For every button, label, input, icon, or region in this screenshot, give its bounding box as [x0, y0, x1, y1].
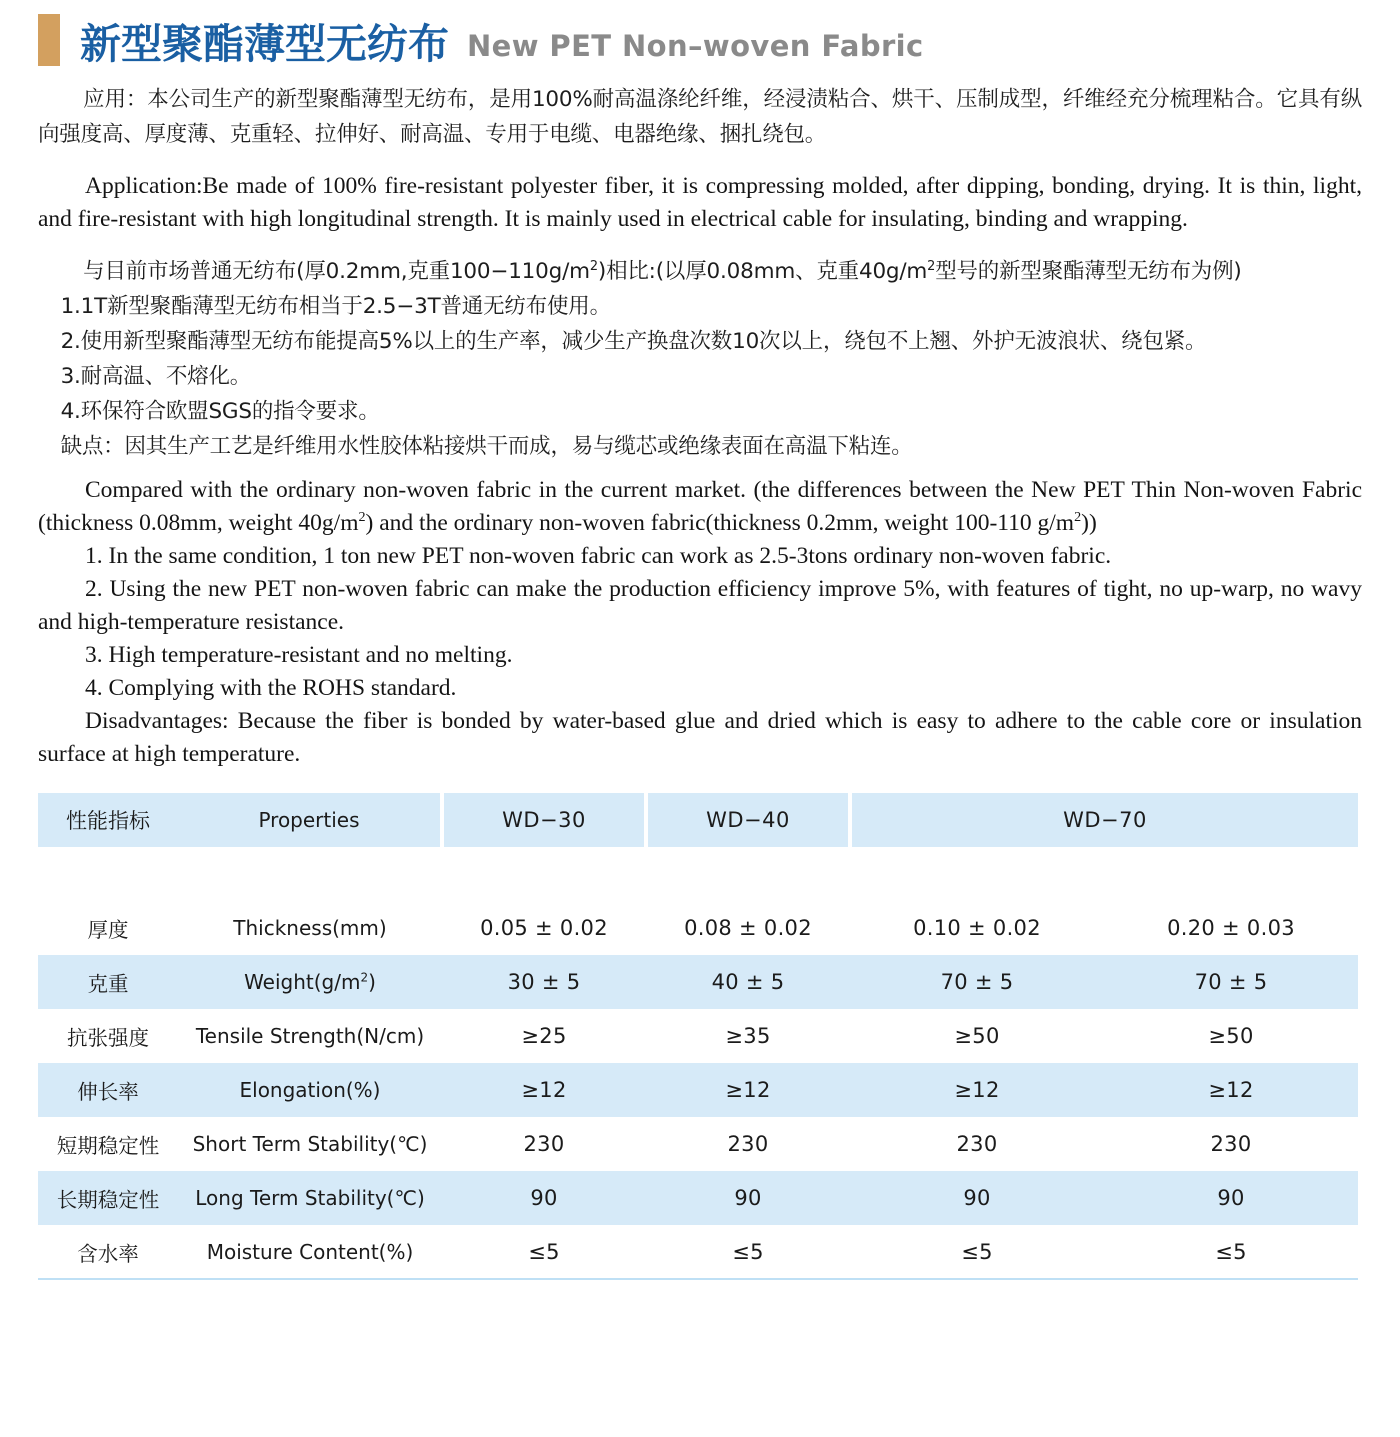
row-label-en: Moisture Content(%)	[178, 1225, 442, 1279]
weight-label-a: Weight(g/m	[244, 970, 361, 994]
row-label-cn: 伸长率	[38, 1063, 178, 1117]
row-label-en: Tensile Strength(N/cm)	[178, 1009, 442, 1063]
weight-label-b: )	[368, 970, 376, 994]
cell-value: 90	[850, 1171, 1104, 1225]
cell-value: 40 ± 5	[646, 955, 850, 1009]
row-label-cn: 含水率	[38, 1225, 178, 1279]
spec-table-container	[0, 793, 1400, 1280]
cell-value: 0.05 ± 0.02	[442, 901, 646, 955]
specification-table	[38, 793, 1358, 1280]
compare-en-part-a: Compared with the ordinary non-woven fabric in the current market. (the differences between the New PET Thin Non-woven Fabric (thickness 0.08mm, weight 40g/m	[38, 477, 1362, 536]
compare-en-part-b: ) and the ordinary non-woven fabric(thickness 0.2mm, weight 100-110 g/m	[365, 510, 1075, 536]
list-item-en-4: 4. Complying with the ROHS standard.	[85, 675, 457, 701]
cell-value: 90	[442, 1171, 646, 1225]
cell-value: ≥12	[1104, 1063, 1358, 1117]
table-header	[38, 793, 1358, 847]
table-header-gap	[38, 847, 1358, 901]
list-item-en-3: 3. High temperature-resistant and no melting.	[85, 642, 513, 668]
header-model-wd70: WD−70	[850, 793, 1358, 847]
gap-cell	[850, 847, 1104, 901]
row-label-en: Elongation(%)	[178, 1063, 442, 1117]
list-item-cn-4: 4.环保符合欧盟SGS的指令要求。	[60, 399, 380, 424]
cell-value: ≥12	[850, 1063, 1104, 1117]
compare-cn-part-b: )相比:(以厚0.08mm、克重40g/m	[597, 259, 928, 284]
superscript-two-d: 2	[1074, 509, 1082, 526]
list-item-en-1: 1. In the same condition, 1 ton new PET non-woven fabric can work as 2.5-3tons ordinary non-woven fabric.	[85, 543, 1112, 569]
paragraph-disadvantage-en: Disadvantages: Because the fiber is bonded by water-based glue and dried which is easy to adhere to the cable core or insulation surface at high temperature.	[38, 708, 1362, 767]
table-row	[38, 1117, 1358, 1171]
paragraph-compare-cn	[38, 254, 1362, 289]
cell-value: ≥12	[442, 1063, 646, 1117]
superscript-two-c: 2	[358, 509, 366, 526]
compare-cn-part-a: 与目前市场普通无纺布(厚0.2mm,克重100−110g/m	[83, 259, 590, 284]
cell-value: 70 ± 5	[850, 955, 1104, 1009]
list-item-cn-2: 2.使用新型聚酯薄型无纺布能提高5%以上的生产率，减少生产换盘次数10次以上，绕包不上翘、外护无波浪状、绕包紧。	[60, 329, 1207, 354]
cell-value: 0.10 ± 0.02	[850, 901, 1104, 955]
page-header	[0, 0, 1400, 66]
superscript-two-a: 2	[589, 258, 598, 274]
table-row	[38, 1063, 1358, 1117]
cell-value: 0.08 ± 0.02	[646, 901, 850, 955]
paragraph-application-en: Application:Be made of 100% fire-resistant polyester fiber, it is compressing molded, after dipping, bonding, drying. It is thin, light, and fire-resistant with high longitudinal strength. It is mainly used in electrical cable for insulating, binding and wrapping.	[38, 173, 1362, 232]
compare-cn-part-c: 型号的新型聚酯薄型无纺布为例)	[935, 259, 1242, 284]
table-row	[38, 901, 1358, 955]
cell-value: 90	[646, 1171, 850, 1225]
cell-value: 230	[442, 1117, 646, 1171]
cell-value: ≤5	[442, 1225, 646, 1279]
cell-value: 230	[1104, 1117, 1358, 1171]
cell-value: 30 ± 5	[442, 955, 646, 1009]
superscript-two-b: 2	[927, 258, 936, 274]
cell-value: 70 ± 5	[1104, 955, 1358, 1009]
row-label-cn: 厚度	[38, 901, 178, 955]
header-model-wd30: WD−30	[442, 793, 646, 847]
row-label-cn: 长期稳定性	[38, 1171, 178, 1225]
cell-value: 90	[1104, 1171, 1358, 1225]
table-row	[38, 1009, 1358, 1063]
compare-en-part-c: ))	[1081, 510, 1097, 536]
cell-value: ≥35	[646, 1009, 850, 1063]
document-content	[0, 66, 1400, 771]
cell-value: ≥50	[1104, 1009, 1358, 1063]
table-row	[38, 1171, 1358, 1225]
row-label-cn: 抗张强度	[38, 1009, 178, 1063]
list-item-cn-3: 3.耐高温、不熔化。	[60, 364, 252, 389]
header-label-cn: 性能指标	[38, 793, 178, 847]
row-label-cn: 克重	[38, 955, 178, 1009]
cell-value: ≤5	[646, 1225, 850, 1279]
superscript-two-table: 2	[360, 970, 369, 985]
cell-value: 230	[646, 1117, 850, 1171]
paragraph-compare-en	[38, 474, 1362, 540]
table-header-row	[38, 793, 1358, 847]
paragraph-disadvantage-cn: 缺点：因其生产工艺是纤维用水性胶体粘接烘干而成，易与缆芯或绝缘表面在高温下粘连。	[60, 434, 913, 459]
table-body	[38, 847, 1358, 1279]
header-label-en: Properties	[178, 793, 442, 847]
cell-value: ≤5	[1104, 1225, 1358, 1279]
table-row	[38, 955, 1358, 1009]
row-label-en	[178, 955, 442, 1009]
gap-cell	[646, 847, 850, 901]
cell-value: ≥50	[850, 1009, 1104, 1063]
list-item-en-2: 2. Using the new PET non-woven fabric can make the production efficiency improve 5%, with features of tight, no up-warp, no wavy and high-temperature resistance.	[38, 576, 1362, 635]
cell-value: ≥25	[442, 1009, 646, 1063]
gap-cell	[38, 847, 178, 901]
header-accent-bar	[38, 14, 60, 66]
row-label-en: Thickness(mm)	[178, 901, 442, 955]
list-item-cn-1: 1.1T新型聚酯薄型无纺布相当于2.5−3T普通无纺布使用。	[60, 294, 611, 319]
page-title-cn: 新型聚酯薄型无纺布	[80, 20, 449, 68]
row-label-en: Short Term Stability(℃)	[178, 1117, 442, 1171]
page-title-en: New PET Non–woven Fabric	[467, 29, 924, 63]
row-label-en: Long Term Stability(℃)	[178, 1171, 442, 1225]
row-label-cn: 短期稳定性	[38, 1117, 178, 1171]
cell-value: 0.20 ± 0.03	[1104, 901, 1358, 955]
cell-value: 230	[850, 1117, 1104, 1171]
gap-cell	[442, 847, 646, 901]
header-model-wd40: WD−40	[646, 793, 850, 847]
cell-value: ≥12	[646, 1063, 850, 1117]
table-row	[38, 1225, 1358, 1279]
cell-value: ≤5	[850, 1225, 1104, 1279]
gap-cell	[178, 847, 442, 901]
gap-cell	[1104, 847, 1358, 901]
paragraph-application-cn: 应用：本公司生产的新型聚酯薄型无纺布，是用100%耐高温涤纶纤维，经浸渍粘合、烘干、压制成型，纤维经充分梳理粘合。它具有纵向强度高、厚度薄、克重轻、拉伸好、耐高温、专用于电缆、电器绝缘、捆扎绕包。	[38, 87, 1362, 147]
